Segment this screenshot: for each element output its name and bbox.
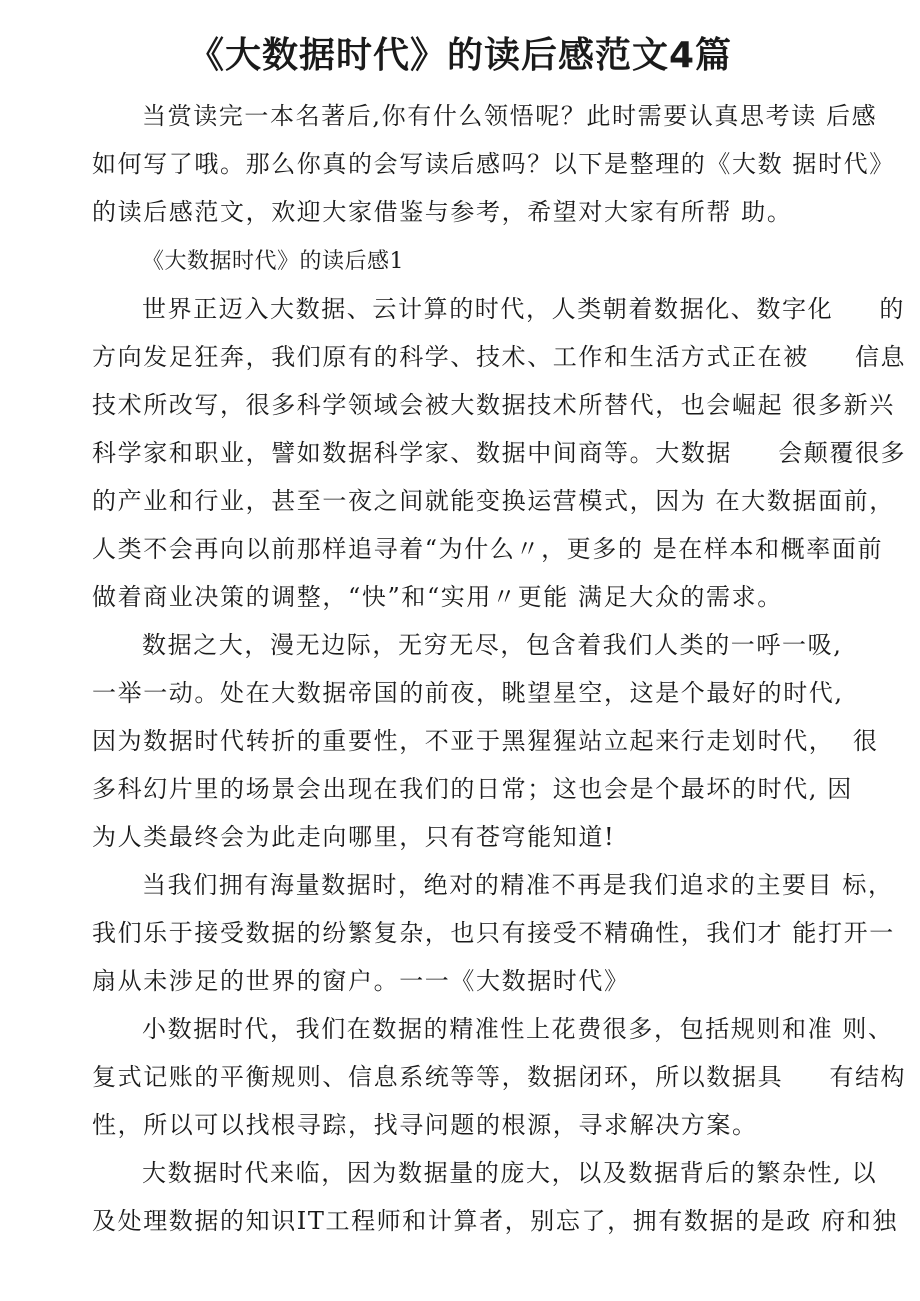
paragraph-line: 世界正迈入大数据、云计算的时代，人类朝着数据化、数字化 的 [142,295,905,323]
paragraph-line: 一举一动。处在大数据帝国的前夜，眺望星空，这是个最好的时代, [92,679,844,707]
paragraph-line: 我们乐于接受数据的纷繁复杂，也只有接受不精确性，我们才 能打开一 [92,919,895,947]
section-heading: 《大数据时代》的读后感1 [142,249,404,274]
paragraph-line: 性，所以可以找根寻踪，找寻问题的根源，寻求解决方案。 [92,1111,758,1139]
paragraph-line: 多科幻片里的场景会出现在我们的日常；这也会是个最坏的时代, 因 [92,775,853,803]
paragraph-line: 数据之大，漫无边际，无穷无尽，包含着我们人类的一呼一吸, [142,631,843,659]
paragraph-line: 为人类最终会为此走向哪里，只有苍穹能知道! [92,823,616,851]
paragraph-line: 的读后感范文，欢迎大家借鉴与参考，希望对大家有所帮 助。 [92,198,793,226]
paragraph-line: 小数据时代，我们在数据的精准性上花费很多，包括规则和准 则、 [142,1015,894,1043]
paragraph-line: 当赏读完一本名著后,你有什么领悟呢？此时需要认真思考读 后感 [142,102,878,130]
paragraph-line: 方向发足狂奔，我们原有的科学、技术、工作和生活方式正在被 信息 [92,343,907,371]
paragraph-line: 及处理数据的知识IT工程师和计算者，别忘了，拥有数据的是政 府和独 [92,1207,898,1235]
paragraph-line: 大数据时代来临，因为数据量的庞大，以及数据背后的繁杂性, 以 [142,1159,878,1187]
paragraph-line: 如何写了哦。那么你真的会写读后感吗？以下是整理的《大数 据时代》 [92,150,895,178]
paragraph-line: 技术所改写，很多科学领域会被大数据技术所替代，也会崛起 很多新兴 [92,391,895,419]
paragraph-line: 人类不会再向以前那样追寻着“为什么〃，更多的 是在样本和概率面前 [92,535,884,563]
paragraph-line: 科学家和职业，譬如数据科学家、数据中间商等。大数据 会颠覆很多 [92,439,907,467]
paragraph-line: 因为数据时代转折的重要性，不亚于黑猩猩站立起来行走划时代， 很 [92,727,879,755]
paragraph-line: 扇从未涉足的世界的窗户。一一《大数据时代》 [92,967,630,995]
paragraph-line: 做着商业决策的调整，“快”和“实用〃更能 满足大众的需求。 [92,583,783,611]
document-title: 《大数据时代》的读后感范文4篇 [187,35,733,76]
paragraph-line: 的产业和行业，甚至一夜之间就能变换运营模式，因为 在大数据面前， [92,487,895,515]
paragraph-line: 当我们拥有海量数据时，绝对的精准不再是我们追求的主要目 标， [142,871,894,899]
paragraph-line: 复式记账的平衡规则、信息系统等等，数据闭环，所以数据具 有结构 [92,1063,907,1091]
